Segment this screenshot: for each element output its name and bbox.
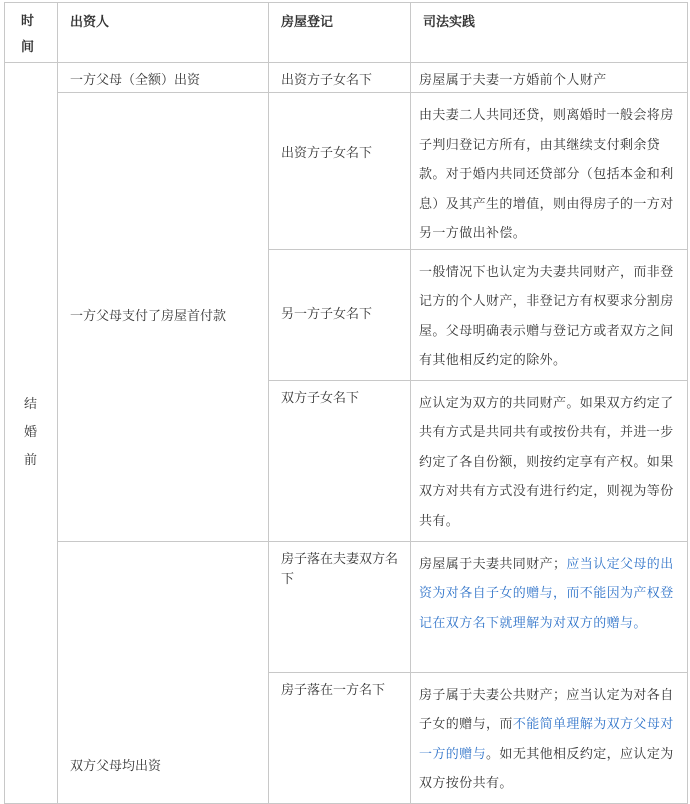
header-time [5, 3, 58, 63]
property-law-table [4, 2, 688, 804]
investor-cell: 双方父母均出资 [58, 541, 269, 803]
period-char: 结 [24, 396, 38, 412]
table-row [5, 63, 688, 93]
practice-highlight: 应当认定父母的出资为对各自子女的赠与，而不能因为产权登记在双方名下就理解为对双方的赠与。 [419, 556, 674, 631]
registration-cell: 出资方子女名下 [269, 93, 411, 250]
table-row [5, 93, 688, 250]
registration-cell: 房子落在一方名下 [269, 672, 411, 803]
header-investor: 出资人 [58, 3, 269, 63]
header-registration: 房屋登记 [269, 3, 411, 63]
practice-cell: 一般情况下也认定为夫妻共同财产，而非登记方的个人财产，非登记方有权要求分割房屋。父母明确表示赠与登记方或者双方之间有其他相反约定的除外。 [411, 249, 688, 380]
practice-cell [411, 672, 688, 803]
practice-cell: 应认定为双方的共同财产。如果双方约定了共有方式是共同共有或按份共有，并进一步约定了各自份额，则按约定享有产权。如果双方对共有方式没有进行约定，则视为等份共有。 [411, 380, 688, 541]
registration-cell: 房子落在夫妻双方名下 [269, 541, 411, 672]
period-cell [5, 63, 58, 804]
practice-text: 。如无其他相反约定，应认定为双方按份共有。 [419, 746, 674, 791]
registration-cell: 出资方子女名下 [269, 63, 411, 93]
practice-cell: 房屋属于夫妻一方婚前个人财产 [411, 63, 688, 93]
table-row [5, 541, 688, 672]
header-practice: 司法实践 [411, 3, 688, 63]
practice-cell [411, 541, 688, 672]
period-label [24, 391, 57, 475]
practice-cell: 由夫妻二人共同还贷，则离婚时一般会将房子判归登记方所有，由其继续支付剩余贷款。对于婚内共同还贷部分（包括本金和利息）及其产生的增值，则由得房子的一方对另一方做出补偿。 [411, 93, 688, 250]
registration-cell: 双方子女名下 [269, 380, 411, 541]
practice-highlight: 不能简单理解为双方父母对一方的赠与 [419, 717, 674, 762]
practice-text: 房屋属于夫妻共同财产； [419, 556, 567, 572]
registration-cell: 另一方子女名下 [269, 249, 411, 380]
period-char: 婚 [24, 424, 38, 440]
header-time-char: 时 [21, 14, 35, 29]
header-time-char: 间 [21, 40, 35, 55]
practice-text: 房子属于夫妻公共财产；应当认定为对各自子女的赠与，而 [419, 687, 674, 732]
header-row [5, 3, 688, 63]
investor-cell: 一方父母支付了房屋首付款 [58, 93, 269, 542]
period-char: 前 [24, 452, 38, 468]
investor-cell: 一方父母（全额）出资 [58, 63, 269, 93]
